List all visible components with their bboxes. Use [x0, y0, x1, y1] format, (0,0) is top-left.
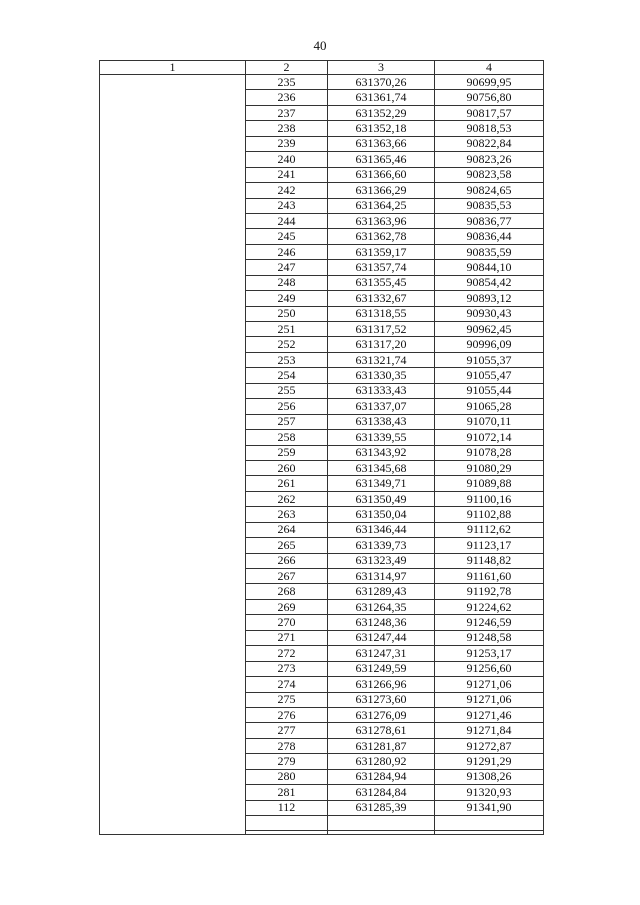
point-number-cell: 112 [246, 800, 328, 815]
coordinates-table-container [99, 60, 543, 835]
x-coordinate-cell: 631321,74 [328, 352, 435, 367]
point-number-cell: 245 [246, 229, 328, 244]
x-coordinate-cell: 631264,35 [328, 599, 435, 614]
point-number-cell: 241 [246, 167, 328, 182]
point-number-cell: 253 [246, 352, 328, 367]
point-number-cell: 280 [246, 769, 328, 784]
x-coordinate-cell: 631357,74 [328, 260, 435, 275]
column-header-4: 4 [435, 61, 544, 75]
y-coordinate-cell: 91055,47 [435, 368, 544, 383]
point-number-cell: 273 [246, 661, 328, 676]
point-number-cell: 270 [246, 615, 328, 630]
point-number-cell: 246 [246, 244, 328, 259]
y-coordinate-cell: 90854,42 [435, 275, 544, 290]
y-coordinate-cell: 91271,84 [435, 723, 544, 738]
y-coordinate-cell: 91271,46 [435, 707, 544, 722]
table-body [100, 75, 544, 835]
y-coordinate-cell: 91055,37 [435, 352, 544, 367]
point-number-cell: 262 [246, 491, 328, 506]
point-number-cell: 237 [246, 105, 328, 120]
point-number-cell: 255 [246, 383, 328, 398]
page-number: 40 [313, 38, 327, 53]
tail-cell [246, 831, 328, 835]
point-number-cell: 235 [246, 75, 328, 90]
y-coordinate-cell: 91080,29 [435, 460, 544, 475]
y-coordinate-cell: 90930,43 [435, 306, 544, 321]
point-number-cell: 272 [246, 646, 328, 661]
x-coordinate-cell: 631280,92 [328, 754, 435, 769]
y-coordinate-cell: 91271,06 [435, 692, 544, 707]
coordinates-table [99, 60, 544, 835]
point-number-cell: 276 [246, 707, 328, 722]
x-coordinate-cell: 631349,71 [328, 476, 435, 491]
y-coordinate-cell: 90699,95 [435, 75, 544, 90]
y-coordinate-cell: 91102,88 [435, 507, 544, 522]
table-row [100, 75, 544, 90]
point-number-cell: 252 [246, 337, 328, 352]
y-coordinate-cell: 90822,84 [435, 136, 544, 151]
y-coordinate-cell: 91148,82 [435, 553, 544, 568]
point-number-cell: 271 [246, 630, 328, 645]
y-coordinate-cell: 90836,44 [435, 229, 544, 244]
point-number-cell: 258 [246, 430, 328, 445]
y-coordinate-cell: 90818,53 [435, 121, 544, 136]
y-coordinate-cell: 91070,11 [435, 414, 544, 429]
point-number-cell: 242 [246, 183, 328, 198]
y-coordinate-cell: 91248,58 [435, 630, 544, 645]
point-number-cell: 236 [246, 90, 328, 105]
point-number-cell: 275 [246, 692, 328, 707]
point-number-cell: 239 [246, 136, 328, 151]
x-coordinate-cell: 631284,84 [328, 785, 435, 800]
point-number-cell: 278 [246, 738, 328, 753]
y-coordinate-cell: 90893,12 [435, 291, 544, 306]
point-number-cell: 274 [246, 677, 328, 692]
tail-cell [435, 831, 544, 835]
table-header-row [100, 61, 544, 75]
y-coordinate-cell: 91065,28 [435, 399, 544, 414]
y-coordinate-cell: 91078,28 [435, 445, 544, 460]
x-coordinate-cell: 631355,45 [328, 275, 435, 290]
y-coordinate-cell: 90756,80 [435, 90, 544, 105]
y-coordinate-cell: 90844,10 [435, 260, 544, 275]
y-coordinate-cell: 91246,59 [435, 615, 544, 630]
x-coordinate-cell: 631247,31 [328, 646, 435, 661]
x-coordinate-cell: 631343,92 [328, 445, 435, 460]
x-coordinate-cell: 631276,09 [328, 707, 435, 722]
point-number-cell: 263 [246, 507, 328, 522]
point-number-cell: 250 [246, 306, 328, 321]
empty-cell [246, 816, 328, 831]
x-coordinate-cell: 631273,60 [328, 692, 435, 707]
column-header-3: 3 [328, 61, 435, 75]
y-coordinate-cell: 91320,93 [435, 785, 544, 800]
x-coordinate-cell: 631364,25 [328, 198, 435, 213]
column-header-1: 1 [100, 61, 246, 75]
y-coordinate-cell: 90823,26 [435, 152, 544, 167]
point-number-cell: 260 [246, 460, 328, 475]
y-coordinate-cell: 91072,14 [435, 430, 544, 445]
y-coordinate-cell: 91161,60 [435, 569, 544, 584]
point-number-cell: 281 [246, 785, 328, 800]
y-coordinate-cell: 91253,17 [435, 646, 544, 661]
point-number-cell: 267 [246, 569, 328, 584]
x-coordinate-cell: 631332,67 [328, 291, 435, 306]
point-number-cell: 249 [246, 291, 328, 306]
tail-cell [328, 831, 435, 835]
point-number-cell: 268 [246, 584, 328, 599]
y-coordinate-cell: 90824,65 [435, 183, 544, 198]
point-number-cell: 256 [246, 399, 328, 414]
x-coordinate-cell: 631338,43 [328, 414, 435, 429]
point-number-cell: 244 [246, 213, 328, 228]
point-number-cell: 279 [246, 754, 328, 769]
y-coordinate-cell: 90823,58 [435, 167, 544, 182]
point-number-cell: 269 [246, 599, 328, 614]
column-1-cell [100, 75, 246, 835]
point-number-cell: 265 [246, 538, 328, 553]
y-coordinate-cell: 91341,90 [435, 800, 544, 815]
y-coordinate-cell: 91224,62 [435, 599, 544, 614]
x-coordinate-cell: 631363,96 [328, 213, 435, 228]
x-coordinate-cell: 631281,87 [328, 738, 435, 753]
x-coordinate-cell: 631352,18 [328, 121, 435, 136]
point-number-cell: 240 [246, 152, 328, 167]
x-coordinate-cell: 631366,60 [328, 167, 435, 182]
y-coordinate-cell: 90835,59 [435, 244, 544, 259]
point-number-cell: 248 [246, 275, 328, 290]
x-coordinate-cell: 631359,17 [328, 244, 435, 259]
x-coordinate-cell: 631361,74 [328, 90, 435, 105]
x-coordinate-cell: 631346,44 [328, 522, 435, 537]
x-coordinate-cell: 631284,94 [328, 769, 435, 784]
x-coordinate-cell: 631318,55 [328, 306, 435, 321]
empty-cell [328, 816, 435, 831]
point-number-cell: 266 [246, 553, 328, 568]
x-coordinate-cell: 631333,43 [328, 383, 435, 398]
y-coordinate-cell: 91256,60 [435, 661, 544, 676]
empty-cell [435, 816, 544, 831]
y-coordinate-cell: 91123,17 [435, 538, 544, 553]
y-coordinate-cell: 91112,62 [435, 522, 544, 537]
x-coordinate-cell: 631339,73 [328, 538, 435, 553]
y-coordinate-cell: 90835,53 [435, 198, 544, 213]
x-coordinate-cell: 631339,55 [328, 430, 435, 445]
y-coordinate-cell: 91089,88 [435, 476, 544, 491]
x-coordinate-cell: 631370,26 [328, 75, 435, 90]
column-header-2: 2 [246, 61, 328, 75]
point-number-cell: 251 [246, 322, 328, 337]
x-coordinate-cell: 631314,97 [328, 569, 435, 584]
point-number-cell: 259 [246, 445, 328, 460]
y-coordinate-cell: 91272,87 [435, 738, 544, 753]
y-coordinate-cell: 91100,16 [435, 491, 544, 506]
x-coordinate-cell: 631345,68 [328, 460, 435, 475]
y-coordinate-cell: 90817,57 [435, 105, 544, 120]
x-coordinate-cell: 631337,07 [328, 399, 435, 414]
y-coordinate-cell: 90962,45 [435, 322, 544, 337]
x-coordinate-cell: 631350,49 [328, 491, 435, 506]
x-coordinate-cell: 631289,43 [328, 584, 435, 599]
point-number-cell: 247 [246, 260, 328, 275]
x-coordinate-cell: 631278,61 [328, 723, 435, 738]
x-coordinate-cell: 631248,36 [328, 615, 435, 630]
point-number-cell: 261 [246, 476, 328, 491]
point-number-cell: 257 [246, 414, 328, 429]
y-coordinate-cell: 91055,44 [435, 383, 544, 398]
x-coordinate-cell: 631266,96 [328, 677, 435, 692]
y-coordinate-cell: 90996,09 [435, 337, 544, 352]
y-coordinate-cell: 91308,26 [435, 769, 544, 784]
y-coordinate-cell: 90836,77 [435, 213, 544, 228]
x-coordinate-cell: 631352,29 [328, 105, 435, 120]
y-coordinate-cell: 91291,29 [435, 754, 544, 769]
x-coordinate-cell: 631363,66 [328, 136, 435, 151]
x-coordinate-cell: 631330,35 [328, 368, 435, 383]
x-coordinate-cell: 631366,29 [328, 183, 435, 198]
y-coordinate-cell: 91271,06 [435, 677, 544, 692]
x-coordinate-cell: 631350,04 [328, 507, 435, 522]
x-coordinate-cell: 631285,39 [328, 800, 435, 815]
x-coordinate-cell: 631362,78 [328, 229, 435, 244]
point-number-cell: 277 [246, 723, 328, 738]
x-coordinate-cell: 631317,52 [328, 322, 435, 337]
y-coordinate-cell: 91192,78 [435, 584, 544, 599]
point-number-cell: 264 [246, 522, 328, 537]
point-number-cell: 243 [246, 198, 328, 213]
x-coordinate-cell: 631317,20 [328, 337, 435, 352]
x-coordinate-cell: 631365,46 [328, 152, 435, 167]
x-coordinate-cell: 631247,44 [328, 630, 435, 645]
point-number-cell: 254 [246, 368, 328, 383]
x-coordinate-cell: 631323,49 [328, 553, 435, 568]
x-coordinate-cell: 631249,59 [328, 661, 435, 676]
point-number-cell: 238 [246, 121, 328, 136]
